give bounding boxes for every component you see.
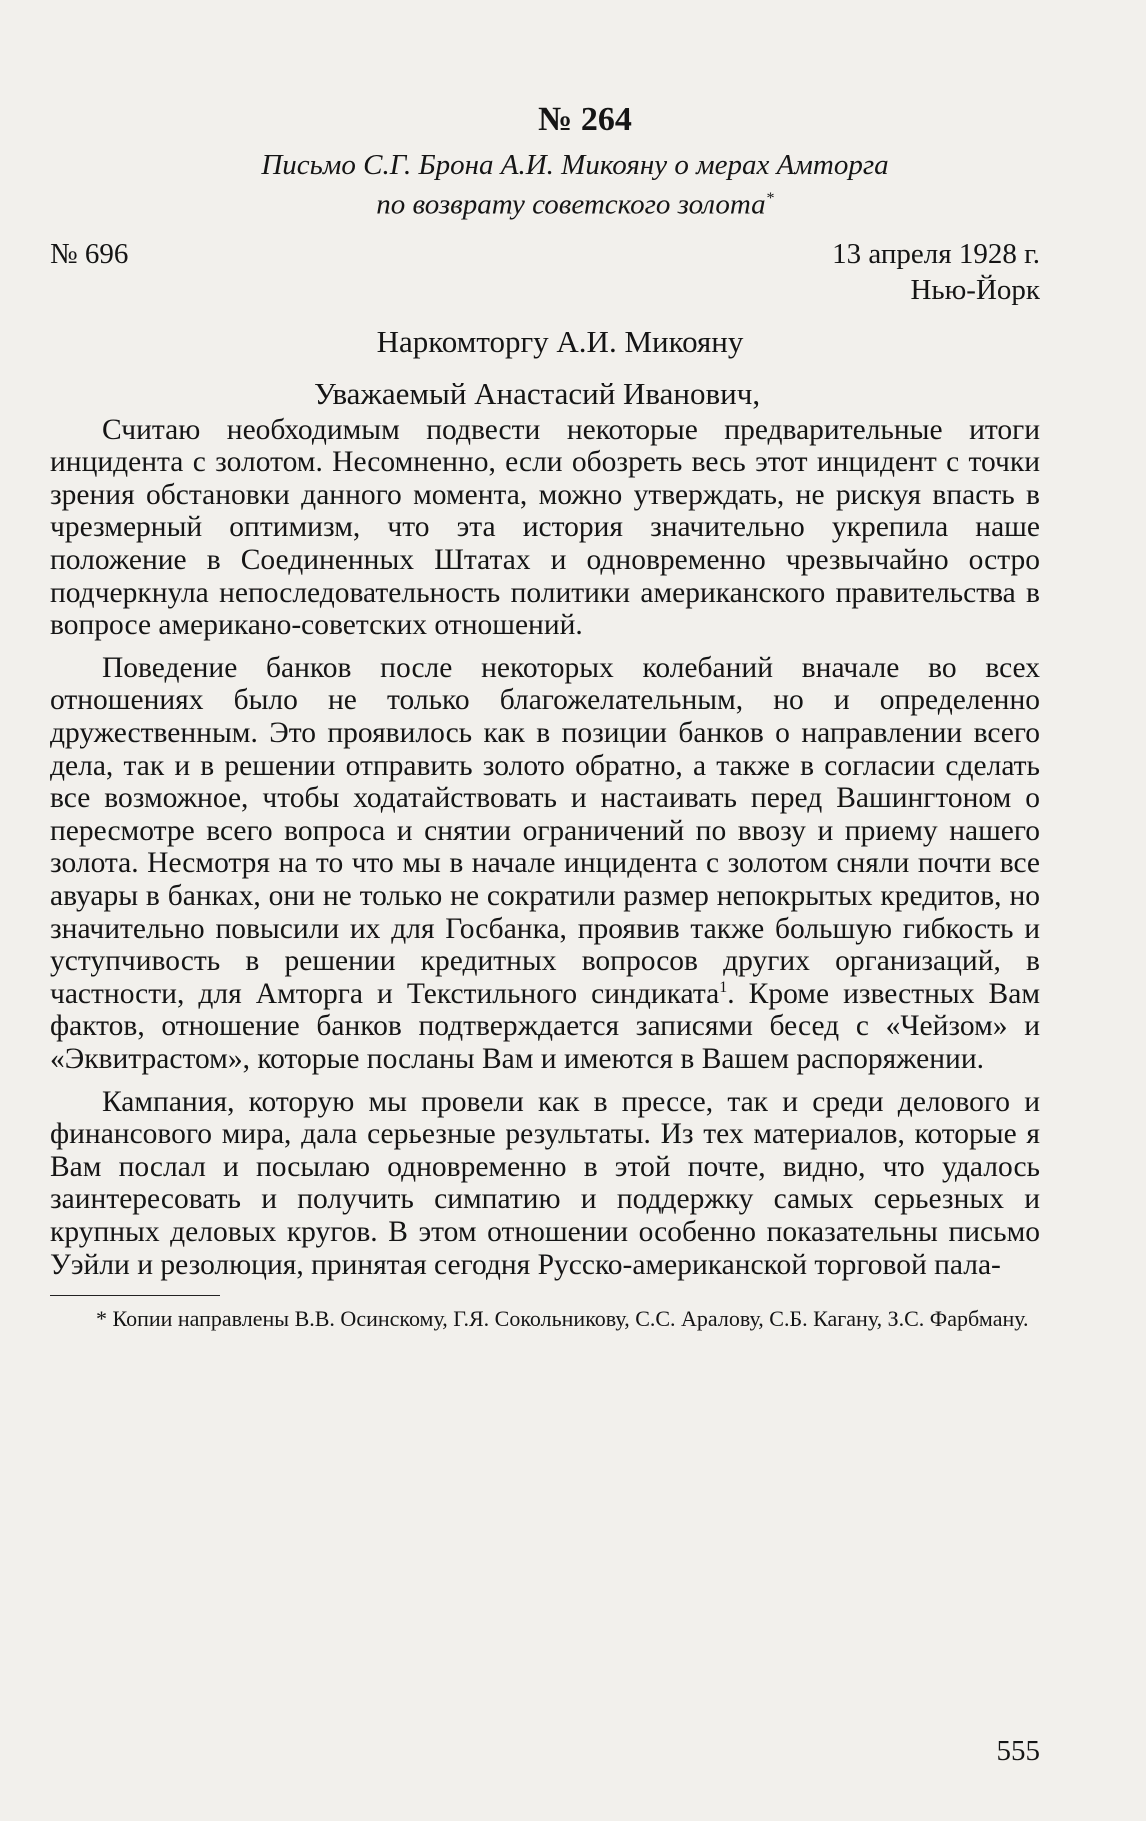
paragraph-2-note-mark: 1 [719,978,728,996]
meta-row [50,236,1040,272]
paragraph-1: Считаю необходимым подвести некоторые предварительные итоги инцидента с золотом. Несомненно, если обозреть весь этот инцидент с точки зрения обстановки данного момента, можно утверждать, не рискуя впасть в чрезмерный оптимизм, что эта история значительно укрепила наше положение в Соединенных Штатах и одновременно чрезвычайно остро подчеркнула непоследовательность политики американского правительства в вопросе американо-советских отношений. [50,413,1040,642]
letter-date: 13 апреля 1928 г. [832,237,1040,270]
title-line-2: по возврату советского золота [376,188,766,221]
document-number: № 264 [538,101,632,138]
letter-place: Нью-Йорк [910,273,1040,306]
paragraph-2 [50,652,1040,1076]
footnote [50,1304,1040,1334]
title-line-1: Письмо С.Г. Брона А.И. Микояну о мерах Амторга [261,149,889,181]
title-footnote-mark: * [765,190,774,207]
footnote-text: Копии направлены В.В. Осинскому, Г.Я. Сокольникову, С.С. Аралову, С.Б. Кагану, З.С. Фарбману. [112,1306,1029,1332]
document-title [50,148,1040,222]
footnote-divider [50,1295,220,1296]
outgoing-number: № 696 [50,237,129,270]
paragraph-2-tail: . Кроме известных Вам фактов, отношение банков подтверждается записями бесед с «Чейзом» и «Эквитрастом», которые посланы Вам и имеются в Вашем распоряжении. [50,977,1040,1075]
document-page [50,100,1040,1334]
paragraph-2-text: Поведение банков после некоторых колебаний вначале во всех отношениях было не только благожелательным, но и определенно дружественным. Это проявилось как в позиции банков о направлении всего дела, так и в решении отправить золото обратно, а также в согласии сделать все возможное, чтобы ходатайствовать и настаивать перед Вашингтоном о пересмотре всего вопроса и снятии ограничений по ввозу и приему нашего золота. Несмотря на то что мы в начале инцидента с золотом сняли почти все авуары в банках, они не только не сократили размер непокрытых кредитов, но значительно повысили их для Госбанка, проявив также большую гибкость и уступчивость в решении кредитных вопросов других организаций, в частности, для Амторга и Текстильного синдиката [50,651,1040,1010]
paragraph-3: Кампания, которую мы провели как в прессе, так и среди делового и финансового мира, дала серьезные результаты. Из тех материалов, которые я Вам послал и посылаю одновременно в этой почте, видно, что удалось заинтересовать и получить симпатию и поддержку самых серьезных и крупных деловых кругов. В этом отношении особенно показательны письмо Уэйли и резолюция, принятая сегодня Русско-американской торговой пала- [50,1085,1040,1281]
salutation: Уважаемый Анастасий Иванович, [314,375,761,411]
page-number: 555 [996,1735,1040,1767]
addressee: Наркомторгу А.И. Микояну [376,323,744,359]
footnote-mark: * [96,1306,107,1332]
